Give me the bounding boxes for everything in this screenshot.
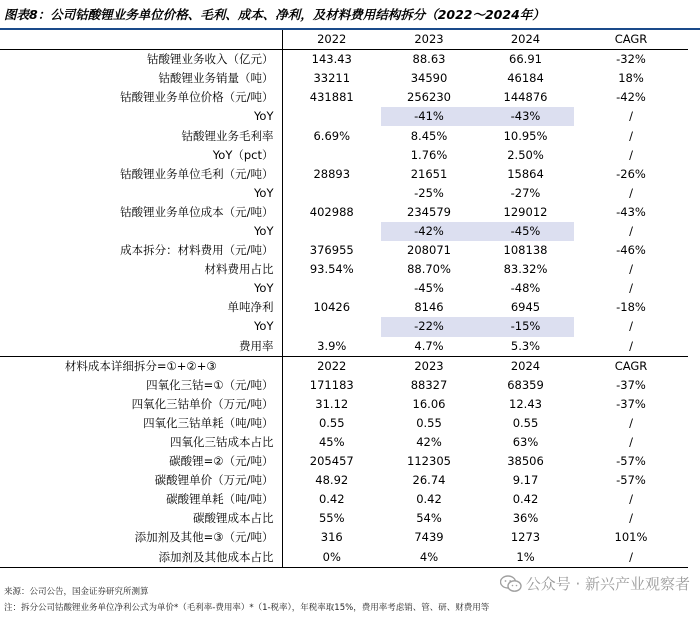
row-label: 材料费用占比 (0, 260, 282, 279)
table-row (0, 414, 688, 433)
table-row (0, 203, 688, 222)
header-cell: 2022 (282, 30, 381, 50)
table-row (0, 241, 688, 260)
value-cell: / (629, 147, 633, 162)
value-cell: -22% (381, 317, 477, 336)
value-cell: 129012 (503, 204, 548, 219)
value-cell: 28893 (313, 166, 351, 181)
value-cell: -26% (616, 166, 646, 181)
value-cell: 2024 (477, 356, 574, 376)
value-cell: 144876 (503, 90, 548, 105)
value-cell: 431881 (309, 90, 354, 105)
value-cell: 8146 (414, 300, 444, 315)
footnote: 注：拆分公司钴酸锂业务单位净利公式为单价*（毛利率-费用率）*（1-税率），年税率取15%，费用率考虑销、管、研、财费用等 (4, 603, 490, 613)
value-cell: / (629, 435, 633, 450)
value-cell: 48.92 (315, 473, 349, 488)
value-cell: 34590 (410, 71, 448, 86)
value-cell: 1% (477, 548, 574, 568)
value-cell (282, 222, 381, 241)
value-cell: 0.42 (318, 492, 345, 507)
value-cell: -41% (381, 107, 477, 126)
value-cell: 0.55 (318, 415, 345, 430)
table-row (0, 126, 688, 145)
value-cell: 0.55 (416, 415, 442, 430)
value-cell: 4% (381, 548, 477, 568)
table-row (0, 317, 688, 336)
value-cell: / (629, 511, 633, 526)
value-cell (282, 317, 381, 336)
value-cell: 45% (318, 435, 345, 450)
value-cell: 63% (512, 435, 539, 450)
value-cell: / (629, 262, 633, 277)
value-cell: 18% (618, 71, 644, 86)
value-cell (282, 184, 381, 203)
value-cell: -15% (477, 317, 574, 336)
value-cell: / (629, 338, 633, 353)
table-row (0, 88, 688, 107)
value-cell: -37% (616, 377, 646, 392)
value-cell: -42% (381, 222, 477, 241)
value-cell: 108138 (503, 243, 548, 258)
value-cell: 0.42 (512, 492, 539, 507)
value-cell: -43% (616, 204, 646, 219)
table-row (0, 146, 688, 165)
value-cell: -46% (616, 243, 646, 258)
value-cell: 6.69% (313, 128, 351, 143)
value-cell: / (629, 185, 633, 200)
value-cell: -57% (616, 473, 646, 488)
row-label: 单吨净利 (0, 298, 282, 317)
row-label: 四氧化三钴单价（万元/吨） (0, 395, 282, 414)
value-cell: / (629, 492, 633, 507)
value-cell: / (629, 415, 633, 430)
table-row (0, 356, 688, 376)
table-row (0, 337, 688, 357)
value-cell: 2.50% (507, 147, 544, 162)
value-cell: -48% (510, 281, 541, 296)
value-cell: 33211 (313, 71, 351, 86)
header-row (0, 30, 688, 50)
value-cell: 88327 (410, 377, 448, 392)
table-row (0, 490, 688, 509)
value-cell: 10426 (313, 300, 351, 315)
value-cell: / (629, 109, 633, 124)
row-label: YoY (0, 107, 282, 126)
value-cell: 256230 (407, 90, 451, 105)
value-cell: -45% (414, 281, 444, 296)
row-label: YoY (0, 184, 282, 203)
value-cell: 7439 (414, 530, 444, 545)
row-label: 四氧化三钴=①（元/吨） (0, 376, 282, 395)
table-row (0, 452, 688, 471)
header-cell: CAGR (574, 30, 688, 50)
wechat-icon (500, 575, 522, 593)
value-cell: 1273 (510, 530, 541, 545)
value-cell: 205457 (309, 454, 354, 469)
table-row (0, 298, 688, 317)
value-cell: 402988 (309, 204, 354, 219)
table-row (0, 548, 688, 568)
value-cell: 376955 (309, 243, 354, 258)
data-table (0, 30, 688, 568)
value-cell: 208071 (407, 243, 451, 258)
value-cell: -37% (616, 396, 646, 411)
value-cell: 31.12 (315, 396, 349, 411)
watermark (500, 573, 690, 594)
value-cell: 46184 (507, 71, 544, 86)
value-cell: 143.43 (311, 52, 352, 67)
row-label: 碳酸锂单价（万元/吨） (0, 471, 282, 490)
value-cell: 88.70% (407, 262, 451, 277)
source-note: 来源：公司公告，国金证券研究所测算 (4, 587, 149, 597)
table-body (0, 30, 688, 567)
value-cell: 0.42 (416, 492, 442, 507)
row-label: YoY（pct） (0, 146, 282, 165)
value-cell: 88.63 (412, 52, 446, 67)
value-cell: 15864 (507, 166, 544, 181)
table-row (0, 50, 688, 70)
row-label: 成本拆分：材料费用（元/吨） (0, 241, 282, 260)
value-cell: 21651 (410, 166, 448, 181)
row-label: 四氧化三钴成本占比 (0, 433, 282, 452)
value-cell: / (629, 281, 633, 296)
watermark-text: 公众号 · 新兴产业观察者 (525, 575, 690, 593)
table-row (0, 107, 688, 126)
value-cell: -27% (510, 185, 541, 200)
header-cell: 2024 (477, 30, 574, 50)
table-row (0, 376, 688, 395)
value-cell: -42% (616, 90, 646, 105)
value-cell: 55% (318, 511, 345, 526)
row-label: YoY (0, 317, 282, 336)
table-row (0, 395, 688, 414)
row-label: 碳酸锂单耗（吨/吨） (0, 490, 282, 509)
table-row (0, 528, 688, 547)
value-cell: 316 (320, 530, 343, 545)
row-label: 钴酸锂业务收入（亿元） (0, 50, 282, 70)
value-cell: 93.54% (309, 262, 354, 277)
value-cell: 1.76% (410, 147, 448, 162)
table-row (0, 433, 688, 452)
value-cell: -32% (616, 52, 646, 67)
value-cell: 66.91 (509, 52, 542, 67)
value-cell: -25% (414, 185, 444, 200)
value-cell: 2022 (282, 356, 381, 376)
value-cell: / (629, 223, 633, 238)
value-cell: 68359 (507, 377, 544, 392)
table-row (0, 69, 688, 88)
table-row (0, 184, 688, 203)
value-cell: 9.17 (512, 473, 539, 488)
value-cell: / (574, 548, 688, 568)
table-row (0, 279, 688, 298)
value-cell: 3.9% (317, 338, 347, 353)
row-label: 添加剂及其他=③（元/吨） (0, 528, 282, 547)
row-label: 钴酸锂业务销量（吨） (0, 69, 282, 88)
value-cell (282, 146, 381, 165)
value-cell: 5.3% (510, 338, 541, 353)
table-row (0, 471, 688, 490)
row-label: YoY (0, 279, 282, 298)
row-label: 钴酸锂业务单位价格（元/吨） (0, 88, 282, 107)
value-cell: 234579 (407, 204, 451, 219)
value-cell: 6945 (510, 300, 541, 315)
value-cell: 54% (416, 511, 442, 526)
value-cell: 101% (614, 530, 648, 545)
value-cell: 36% (512, 511, 539, 526)
value-cell: / (629, 319, 633, 334)
value-cell: 16.06 (412, 396, 446, 411)
header-cell (0, 30, 282, 50)
value-cell: 171183 (309, 377, 354, 392)
value-cell: -18% (616, 300, 646, 315)
table-row (0, 509, 688, 528)
row-label: 钴酸锂业务毛利率 (0, 126, 282, 145)
value-cell: -57% (616, 454, 646, 469)
value-cell: 26.74 (412, 473, 446, 488)
row-label: 钴酸锂业务单位毛利（元/吨） (0, 165, 282, 184)
table-row (0, 222, 688, 241)
value-cell (282, 107, 381, 126)
header-cell: 2023 (381, 30, 477, 50)
value-cell: 42% (416, 435, 442, 450)
value-cell: 0% (282, 548, 381, 568)
row-label: 费用率 (0, 337, 282, 357)
table-row (0, 165, 688, 184)
row-label: YoY (0, 222, 282, 241)
value-cell: 12.43 (509, 396, 542, 411)
value-cell: 2023 (381, 356, 477, 376)
value-cell: 38506 (507, 454, 544, 469)
table-row (0, 260, 688, 279)
value-cell: 83.32% (503, 262, 548, 277)
value-cell: 112305 (407, 454, 451, 469)
value-cell: CAGR (574, 356, 688, 376)
row-label: 碳酸锂=②（元/吨） (0, 452, 282, 471)
row-label: 碳酸锂成本占比 (0, 509, 282, 528)
row-label: 钴酸锂业务单位成本（元/吨） (0, 203, 282, 222)
table-title: 图表8：公司钴酸锂业务单位价格、毛利、成本、净利，及材料费用结构拆分（2022～2024年） (4, 7, 545, 22)
value-cell: 0.55 (512, 415, 539, 430)
value-cell: -43% (477, 107, 574, 126)
row-label: 四氧化三钴单耗（吨/吨） (0, 414, 282, 433)
value-cell: 4.7% (414, 338, 444, 353)
value-cell: / (629, 128, 633, 143)
value-cell (282, 279, 381, 298)
row-label: 材料成本详细拆分=①+②+③ (0, 356, 282, 376)
value-cell: 8.45% (410, 128, 448, 143)
value-cell: 10.95% (503, 128, 548, 143)
value-cell: -45% (477, 222, 574, 241)
row-label: 添加剂及其他成本占比 (0, 548, 282, 568)
